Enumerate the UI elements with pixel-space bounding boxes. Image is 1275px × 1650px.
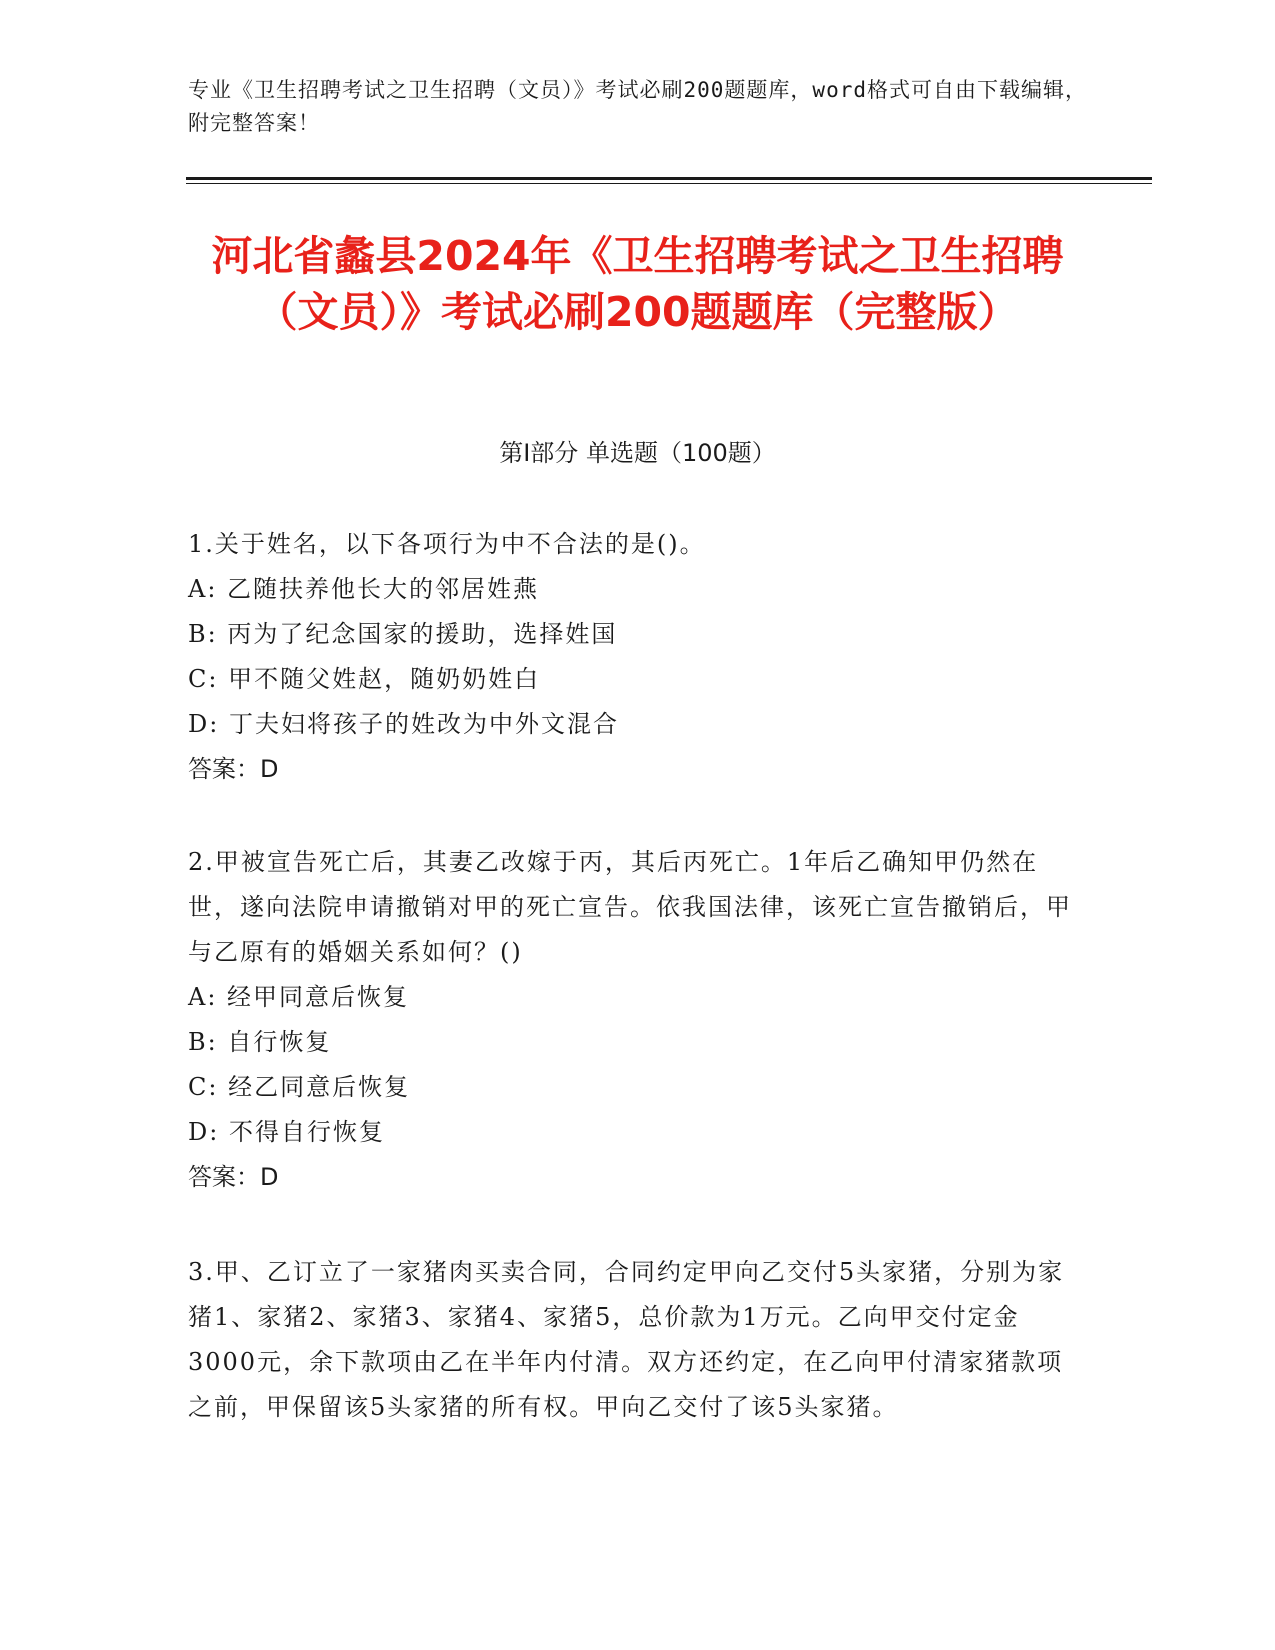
- option-d: D: 丁夫妇将孩子的姓改为中外文混合: [188, 710, 619, 738]
- question-stem: 3.甲、乙订立了一家猪肉买卖合同，合同约定甲向乙交付5头家猪，分别为家猪1、家猪2、家猪3、家猪4、家猪5，总价款为1万元。乙向甲交付定金3000元，余下款项由乙在半年内付清。双方还约定，在乙向甲付清家猪款项之前，甲保留该5头家猪的所有权。甲向乙交付了该5头家猪。: [188, 1258, 1065, 1421]
- question-stem: 1.关于姓名，以下各项行为中不合法的是()。: [188, 530, 706, 558]
- answer: 答案：D: [188, 755, 279, 783]
- document-title: 河北省蠡县2024年《卫生招聘考试之卫生招聘（文员）》考试必刷200题题库（完整版）: [211, 232, 1064, 336]
- option-d: D: 不得自行恢复: [188, 1118, 385, 1146]
- option-b: B: 丙为了纪念国家的援助，选择姓国: [188, 620, 618, 648]
- header-divider-thin: [186, 183, 1152, 184]
- header-note: 专业《卫生招聘考试之卫生招聘（文员）》考试必刷200题题库，word格式可自由下载编辑，附完整答案！: [188, 78, 1087, 135]
- answer: 答案：D: [188, 1163, 279, 1191]
- option-b: B: 自行恢复: [188, 1028, 332, 1056]
- question-stem: 2.甲被宣告死亡后，其妻乙改嫁于丙，其后丙死亡。1年后乙确知甲仍然在世，遂向法院申请撤销对甲的死亡宣告。依我国法律，该死亡宣告撤销后，甲与乙原有的婚姻关系如何？(): [188, 848, 1072, 966]
- option-a: A: 乙随扶养他长大的邻居姓燕: [188, 575, 540, 603]
- section-heading: 第I部分 单选题（100题）: [499, 439, 776, 467]
- option-c: C: 甲不随父姓赵，随奶奶姓白: [188, 665, 541, 693]
- option-a: A: 经甲同意后恢复: [188, 983, 410, 1011]
- question-2: [188, 840, 1088, 1200]
- question-3: [188, 1250, 1088, 1430]
- option-c: C: 经乙同意后恢复: [188, 1073, 411, 1101]
- question-1: [188, 522, 1088, 792]
- header-divider-thick: [186, 177, 1152, 180]
